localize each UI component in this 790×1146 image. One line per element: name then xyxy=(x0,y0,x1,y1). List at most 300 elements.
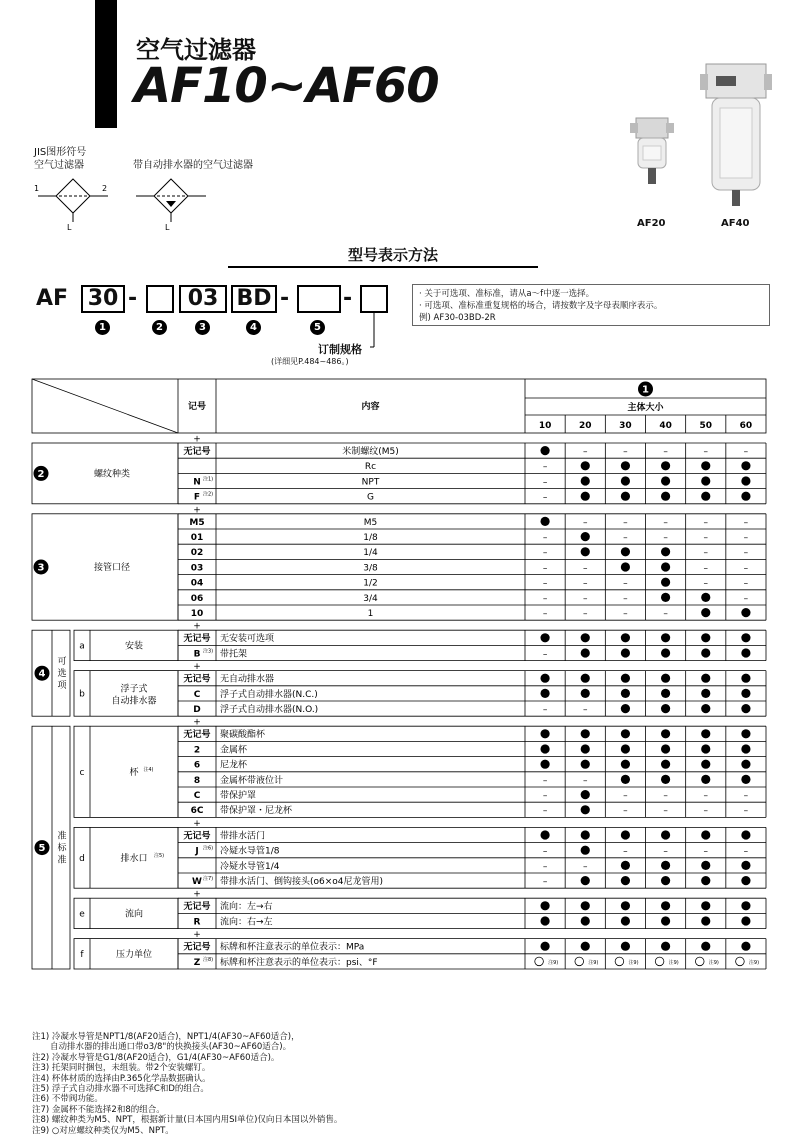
availability-dot xyxy=(661,729,670,738)
sec-3-content: 1/4 xyxy=(363,548,378,559)
footnote-8: 注8) 螺纹种类为M5、NPT，根据新计量(日本国内用SI单位)仅向日本国以外销售。 xyxy=(32,1115,343,1126)
availability-dot xyxy=(701,876,710,885)
jis-autodrain-symbol xyxy=(128,170,218,235)
availability-dash: – xyxy=(623,609,628,619)
plus-sign: + xyxy=(193,930,201,941)
option-f-label: 压力单位 xyxy=(115,949,153,960)
availability-dot xyxy=(581,846,590,855)
sec-2-code: 无记号 xyxy=(183,447,211,457)
availability-dot xyxy=(741,916,750,925)
availability-dot xyxy=(661,461,670,470)
availability-dot xyxy=(621,901,630,910)
sec-5c-content: 带保护罩 xyxy=(220,791,257,801)
header-group-marker: 1 xyxy=(642,384,649,396)
size-60: 60 xyxy=(739,421,753,431)
availability-dash: – xyxy=(743,447,749,457)
availability-dash: – xyxy=(542,533,548,543)
availability-ring xyxy=(695,957,704,966)
availability-dash: – xyxy=(663,517,668,528)
availability-dot xyxy=(621,729,630,738)
sec-2-code: F xyxy=(193,492,201,503)
availability-dot xyxy=(701,775,710,784)
availability-dot xyxy=(540,729,549,738)
sec-5e-content: 流向：右→左 xyxy=(220,917,273,928)
sec-2-content: Rc xyxy=(364,462,377,473)
availability-dash: – xyxy=(623,578,628,589)
option-c-label: 杯 xyxy=(129,767,139,778)
jis-drain: L xyxy=(67,223,72,232)
availability-dot xyxy=(661,775,670,784)
availability-dot xyxy=(701,608,710,617)
sec-5c-content: 聚碳酸酯杯 xyxy=(220,730,266,741)
option-a-letter: a xyxy=(79,641,85,652)
availability-dot xyxy=(621,648,630,657)
custom-spec-ref: (详细见P.484~486。) xyxy=(271,357,349,366)
sec-2-content: NPT xyxy=(361,477,380,488)
availability-dash: – xyxy=(703,548,708,559)
availability-dot xyxy=(581,901,590,910)
footnote-1: 注1) 冷凝水导管是NPT1/8(AF20适合)，NPT1/4(AF30~AF60适合)， xyxy=(32,1032,300,1042)
availability-dash: – xyxy=(542,861,548,872)
code-prefix: AF xyxy=(36,286,69,311)
jis-label: JIS图形符号 xyxy=(34,147,87,158)
availability-dot xyxy=(621,760,630,769)
availability-dot xyxy=(701,830,710,839)
code-option-box: BD xyxy=(231,285,277,313)
sec-5d-code-note: 注7) xyxy=(203,876,214,882)
availability-dot xyxy=(741,775,750,784)
title-bar xyxy=(95,0,117,128)
availability-dot xyxy=(741,876,750,885)
availability-dot xyxy=(741,476,750,485)
sec-2-code-note: 注1) xyxy=(203,476,214,483)
availability-dot xyxy=(621,775,630,784)
availability-dot xyxy=(741,704,750,713)
header-diagonal xyxy=(32,379,178,433)
availability-dash: – xyxy=(623,806,628,817)
availability-dot xyxy=(581,916,590,925)
jis-port-in: 1 xyxy=(34,184,40,193)
availability-dot xyxy=(661,916,670,925)
option-d-note: 注5) xyxy=(154,852,165,859)
availability-dash: – xyxy=(703,791,708,801)
note-line-1: · 关于可选项、准标准，请从a～f中逐一选择。 xyxy=(419,289,595,299)
availability-dot xyxy=(661,562,670,571)
availability-dot xyxy=(701,861,710,870)
availability-dash: – xyxy=(542,477,548,488)
availability-dot xyxy=(661,830,670,839)
availability-dot xyxy=(540,517,549,526)
sec-5d-content: 带排水活门、倒钩接头(o6×o4尼龙管用) xyxy=(220,877,384,887)
availability-dot xyxy=(540,942,549,951)
availability-dot xyxy=(661,547,670,556)
sec-3-code: 10 xyxy=(190,609,204,619)
section-3-label: 接管口径 xyxy=(93,563,131,573)
availability-dot xyxy=(701,704,710,713)
category-5-char: 准 xyxy=(57,855,67,866)
availability-ring xyxy=(736,957,745,966)
sec-4a-content: 无安装可选项 xyxy=(220,634,275,645)
jis-filter-symbol xyxy=(30,170,120,235)
code-dash-3: - xyxy=(343,286,353,311)
availability-ring xyxy=(615,957,624,966)
availability-dash: – xyxy=(542,609,548,619)
plus-sign: + xyxy=(193,889,201,900)
availability-dash: – xyxy=(623,447,628,457)
availability-dash: – xyxy=(743,806,749,817)
availability-dot xyxy=(581,461,590,470)
footnote-2: 注2) 冷凝水导管是G1/8(AF20适合)，G1/4(AF30~AF60适合)。 xyxy=(32,1052,280,1063)
availability-ring xyxy=(655,957,664,966)
category-4-char: 项 xyxy=(57,681,67,692)
availability-dot xyxy=(701,648,710,657)
sec-5d-code-note: 注6) xyxy=(203,845,214,852)
availability-dot xyxy=(581,648,590,657)
sec-3-content: 1 xyxy=(367,609,374,619)
plus-sign: + xyxy=(193,621,201,632)
availability-dot xyxy=(540,633,549,642)
availability-dash: – xyxy=(743,578,749,589)
availability-dot xyxy=(741,492,750,501)
footnote-3: 注3) 托架同时捆包，未组装。带2个安装螺钉。 xyxy=(32,1063,211,1074)
availability-ring-note: 注9) xyxy=(548,959,559,966)
page-title-model: AF10~AF60 xyxy=(134,58,439,114)
availability-dash: – xyxy=(542,578,548,589)
availability-dash: – xyxy=(743,533,749,543)
availability-dash: – xyxy=(703,846,708,857)
footnotes xyxy=(32,1032,772,1136)
availability-dot xyxy=(621,876,630,885)
availability-dot xyxy=(741,689,750,698)
availability-dot xyxy=(621,689,630,698)
sec-5c-content: 带保护罩・尼龙杯 xyxy=(220,806,293,817)
product-af20-label: AF20 xyxy=(637,218,666,229)
sec-4b-code: 无记号 xyxy=(183,674,211,685)
product-af20-image xyxy=(628,110,676,200)
code-size-box: 30 xyxy=(81,285,125,313)
availability-dot xyxy=(661,492,670,501)
footnote-6: 注6) 不带阀功能。 xyxy=(32,1094,103,1105)
header-symbol: 记号 xyxy=(187,402,207,412)
availability-dash: – xyxy=(663,791,668,801)
sec-3-code: 06 xyxy=(190,593,204,604)
availability-dot xyxy=(661,704,670,713)
availability-dash: – xyxy=(583,861,588,872)
sec-3-content: 1/8 xyxy=(363,533,378,543)
marker-5: 5 xyxy=(310,320,325,335)
jis-port-out: 2 xyxy=(102,184,108,193)
sec-3-code: 04 xyxy=(190,578,204,589)
availability-dash: – xyxy=(663,533,668,543)
availability-dot xyxy=(701,901,710,910)
availability-dash: – xyxy=(623,533,628,543)
footnote-1-cont: 自动排水器的排出通口带o3/8"的快换接头(AF30~AF60适合)。 xyxy=(50,1042,292,1053)
availability-dot xyxy=(581,744,590,753)
sec-5c-content: 金属杯 xyxy=(220,745,248,756)
availability-dash: – xyxy=(583,563,588,574)
sec-5d-content: 冷疑水导管1/8 xyxy=(220,846,280,857)
availability-dot xyxy=(540,760,549,769)
section-title: 型号表示方法 xyxy=(348,246,439,264)
availability-dash: – xyxy=(542,593,548,604)
availability-dot xyxy=(701,633,710,642)
size-40: 40 xyxy=(659,421,672,431)
sec-4b-code: C xyxy=(193,689,201,700)
sec-3-content: M5 xyxy=(363,517,378,528)
availability-dot xyxy=(741,830,750,839)
availability-dot xyxy=(621,674,630,683)
sec-5d-code: W xyxy=(192,877,202,887)
availability-dot xyxy=(621,861,630,870)
availability-dash: – xyxy=(583,593,588,604)
sec-3-content: 3/4 xyxy=(363,593,378,604)
availability-ring-note: 注9) xyxy=(588,959,599,966)
sec-5e-code: 无记号 xyxy=(183,902,211,913)
availability-dot xyxy=(581,492,590,501)
availability-dot xyxy=(621,476,630,485)
availability-dot xyxy=(661,648,670,657)
availability-dot xyxy=(701,916,710,925)
availability-ring xyxy=(535,957,544,966)
code-dash-2: - xyxy=(280,286,290,311)
availability-dash: – xyxy=(743,563,749,574)
category-4-char: 可 xyxy=(57,657,67,668)
note-line-3: 例) AF30-03BD-2R xyxy=(419,313,496,323)
availability-dash: – xyxy=(703,533,708,543)
option-c-note: 注4) xyxy=(143,766,154,773)
availability-dot xyxy=(661,633,670,642)
footnote-7: 注7) 金属杯不能选择2和8的组合。 xyxy=(32,1104,165,1115)
option-e-label: 流向 xyxy=(124,909,144,920)
availability-ring-note: 注9) xyxy=(708,959,719,966)
option-c-letter: c xyxy=(79,767,85,778)
availability-dot xyxy=(581,689,590,698)
code-port-box: 03 xyxy=(179,285,227,313)
availability-dash: – xyxy=(542,791,548,801)
code-custom-box xyxy=(360,285,388,313)
sec-3-code: 01 xyxy=(190,533,204,543)
availability-dash: – xyxy=(703,447,708,457)
marker-4: 4 xyxy=(246,320,261,335)
option-d-label: 排水口 xyxy=(120,853,148,864)
availability-ring-note: 注9) xyxy=(668,959,679,966)
marker-3: 3 xyxy=(195,320,210,335)
availability-dash: – xyxy=(583,517,588,528)
availability-dot xyxy=(741,942,750,951)
availability-dash: – xyxy=(542,877,548,887)
code-dash-1: - xyxy=(128,286,138,311)
availability-dash: – xyxy=(583,447,588,457)
sec-2-code-note: 注2) xyxy=(203,491,214,498)
sec-5c-code: 6 xyxy=(193,760,201,771)
note-line-2: · 可选项、准标准重复规格的场合，请按数字及字母表顺序表示。 xyxy=(419,301,663,311)
sec-4b-content: 浮子式自动排水器(N.O.) xyxy=(220,705,319,715)
sec-4b-code: D xyxy=(193,705,201,715)
sec-5d-content: 冷疑水导管1/4 xyxy=(220,861,280,872)
availability-dot xyxy=(661,476,670,485)
availability-dot xyxy=(621,916,630,925)
availability-dot xyxy=(661,760,670,769)
section-4-marker: 4 xyxy=(38,668,46,680)
sec-5d-content: 带排水活门 xyxy=(220,831,266,842)
category-5-char: 准 xyxy=(57,831,67,842)
availability-dot xyxy=(701,674,710,683)
header-body-size: 主体大小 xyxy=(627,403,664,413)
availability-dot xyxy=(581,876,590,885)
availability-dash: – xyxy=(542,649,548,660)
availability-dot xyxy=(741,461,750,470)
custom-spec-label: 订制规格 xyxy=(318,343,362,356)
availability-dot xyxy=(701,760,710,769)
availability-dot xyxy=(581,547,590,556)
availability-dot xyxy=(701,476,710,485)
sec-4a-code: B xyxy=(193,649,201,660)
sec-5f-content: 标牌和杯注意表示的单位表示：psi、°F xyxy=(220,957,378,968)
availability-dot xyxy=(621,633,630,642)
availability-dash: – xyxy=(542,775,548,786)
availability-dash: – xyxy=(743,593,749,604)
sec-3-content: 1/2 xyxy=(363,578,378,589)
availability-dot xyxy=(741,648,750,657)
sec-2-content: G xyxy=(367,492,374,503)
availability-dot xyxy=(621,704,630,713)
footnote-9: 注9) ○对应螺纹种类仅为M5、NPT。 xyxy=(32,1125,174,1136)
availability-dash: – xyxy=(743,846,749,857)
custom-leader-line xyxy=(370,313,382,353)
availability-dot xyxy=(701,461,710,470)
product-af40-label: AF40 xyxy=(721,218,750,229)
availability-dash: – xyxy=(542,462,548,473)
section-5-marker: 5 xyxy=(38,843,46,855)
availability-dot xyxy=(581,790,590,799)
availability-dot xyxy=(661,901,670,910)
availability-dot xyxy=(621,461,630,470)
jis-autodrain-label: 带自动排水器的空气过滤器 xyxy=(133,160,253,171)
availability-dot xyxy=(621,562,630,571)
sec-3-code: 02 xyxy=(190,548,204,559)
size-30: 30 xyxy=(619,421,632,431)
spec-table xyxy=(0,376,790,1032)
sec-2-code: N xyxy=(193,477,201,488)
availability-dash: – xyxy=(542,492,548,503)
section-2-marker: 2 xyxy=(37,468,45,480)
header-content: 内容 xyxy=(361,402,380,412)
marker-1: 1 xyxy=(95,320,110,335)
availability-dash: – xyxy=(623,593,628,604)
sec-4b-content: 无自动排水器 xyxy=(220,674,275,685)
option-b-letter: b xyxy=(79,689,85,700)
availability-dash: – xyxy=(703,806,708,817)
sec-5d-code: 无记号 xyxy=(183,831,211,842)
availability-dot xyxy=(581,729,590,738)
marker-2: 2 xyxy=(152,320,167,335)
availability-dot xyxy=(581,532,590,541)
availability-dash: – xyxy=(583,609,588,619)
page-title-cn: 空气过滤器 xyxy=(136,36,256,64)
option-b-label: 浮子式 xyxy=(120,684,148,695)
availability-dot xyxy=(741,861,750,870)
code-semistd-box xyxy=(297,285,341,313)
sec-5c-content: 金属杯带液位计 xyxy=(220,775,284,786)
footnote-4: 注4) 杯体材质的选择由P.365化学品数据确认。 xyxy=(32,1073,211,1084)
availability-dot xyxy=(621,942,630,951)
availability-dot xyxy=(741,760,750,769)
availability-dot xyxy=(741,608,750,617)
availability-ring-note: 注9) xyxy=(628,959,639,966)
availability-dash: – xyxy=(743,548,749,559)
availability-dot xyxy=(581,830,590,839)
availability-ring-note: 注9) xyxy=(748,959,760,966)
sec-2-content: 米制螺纹(M5) xyxy=(342,447,399,457)
option-e-letter: e xyxy=(79,909,85,920)
size-10: 10 xyxy=(538,421,552,431)
sec-5f-code: Z xyxy=(193,957,201,968)
availability-dot xyxy=(540,744,549,753)
availability-dash: – xyxy=(623,791,628,801)
availability-dash: – xyxy=(542,705,548,715)
availability-dot xyxy=(661,744,670,753)
sec-5c-code: 8 xyxy=(193,775,201,786)
availability-dot xyxy=(661,942,670,951)
availability-dot xyxy=(741,901,750,910)
code-thread-box xyxy=(146,285,174,313)
sec-3-content: 3/8 xyxy=(363,563,378,574)
sec-5e-code: R xyxy=(193,917,201,928)
availability-dot xyxy=(661,876,670,885)
availability-dash: – xyxy=(583,578,588,589)
sec-3-code: 03 xyxy=(190,563,204,574)
availability-dash: – xyxy=(542,563,548,574)
category-4-char: 选 xyxy=(57,669,67,680)
availability-dash: – xyxy=(542,548,548,559)
product-af40-image xyxy=(700,60,772,210)
availability-dot xyxy=(701,744,710,753)
availability-dot xyxy=(540,830,549,839)
sec-5c-code: 2 xyxy=(193,745,201,756)
availability-dash: – xyxy=(542,806,548,817)
sec-4a-code-note: 注3) xyxy=(203,648,214,655)
availability-dash: – xyxy=(663,609,668,619)
availability-dot xyxy=(701,942,710,951)
availability-dot xyxy=(701,729,710,738)
availability-dot xyxy=(581,805,590,814)
availability-dot xyxy=(661,674,670,683)
availability-ring xyxy=(575,957,584,966)
section-title-underline xyxy=(228,266,538,268)
sec-5c-code: C xyxy=(193,791,201,801)
availability-dot xyxy=(581,760,590,769)
jis-drain-2: L xyxy=(165,223,170,232)
availability-dot xyxy=(661,593,670,602)
sec-5d-code: J xyxy=(195,846,199,857)
plus-sign: + xyxy=(193,662,201,673)
selection-note-box xyxy=(412,284,770,326)
availability-dot xyxy=(661,861,670,870)
plus-sign: + xyxy=(193,434,201,445)
section-3-marker: 3 xyxy=(37,562,45,574)
availability-dot xyxy=(540,916,549,925)
availability-dot xyxy=(741,744,750,753)
sec-5f-code: 无记号 xyxy=(183,942,211,953)
availability-dot xyxy=(621,744,630,753)
availability-dash: – xyxy=(663,447,668,457)
availability-dot xyxy=(621,492,630,501)
sec-4a-code: 无记号 xyxy=(183,634,211,645)
availability-dot xyxy=(621,830,630,839)
availability-dot xyxy=(741,674,750,683)
availability-dot xyxy=(741,729,750,738)
availability-dot xyxy=(540,901,549,910)
